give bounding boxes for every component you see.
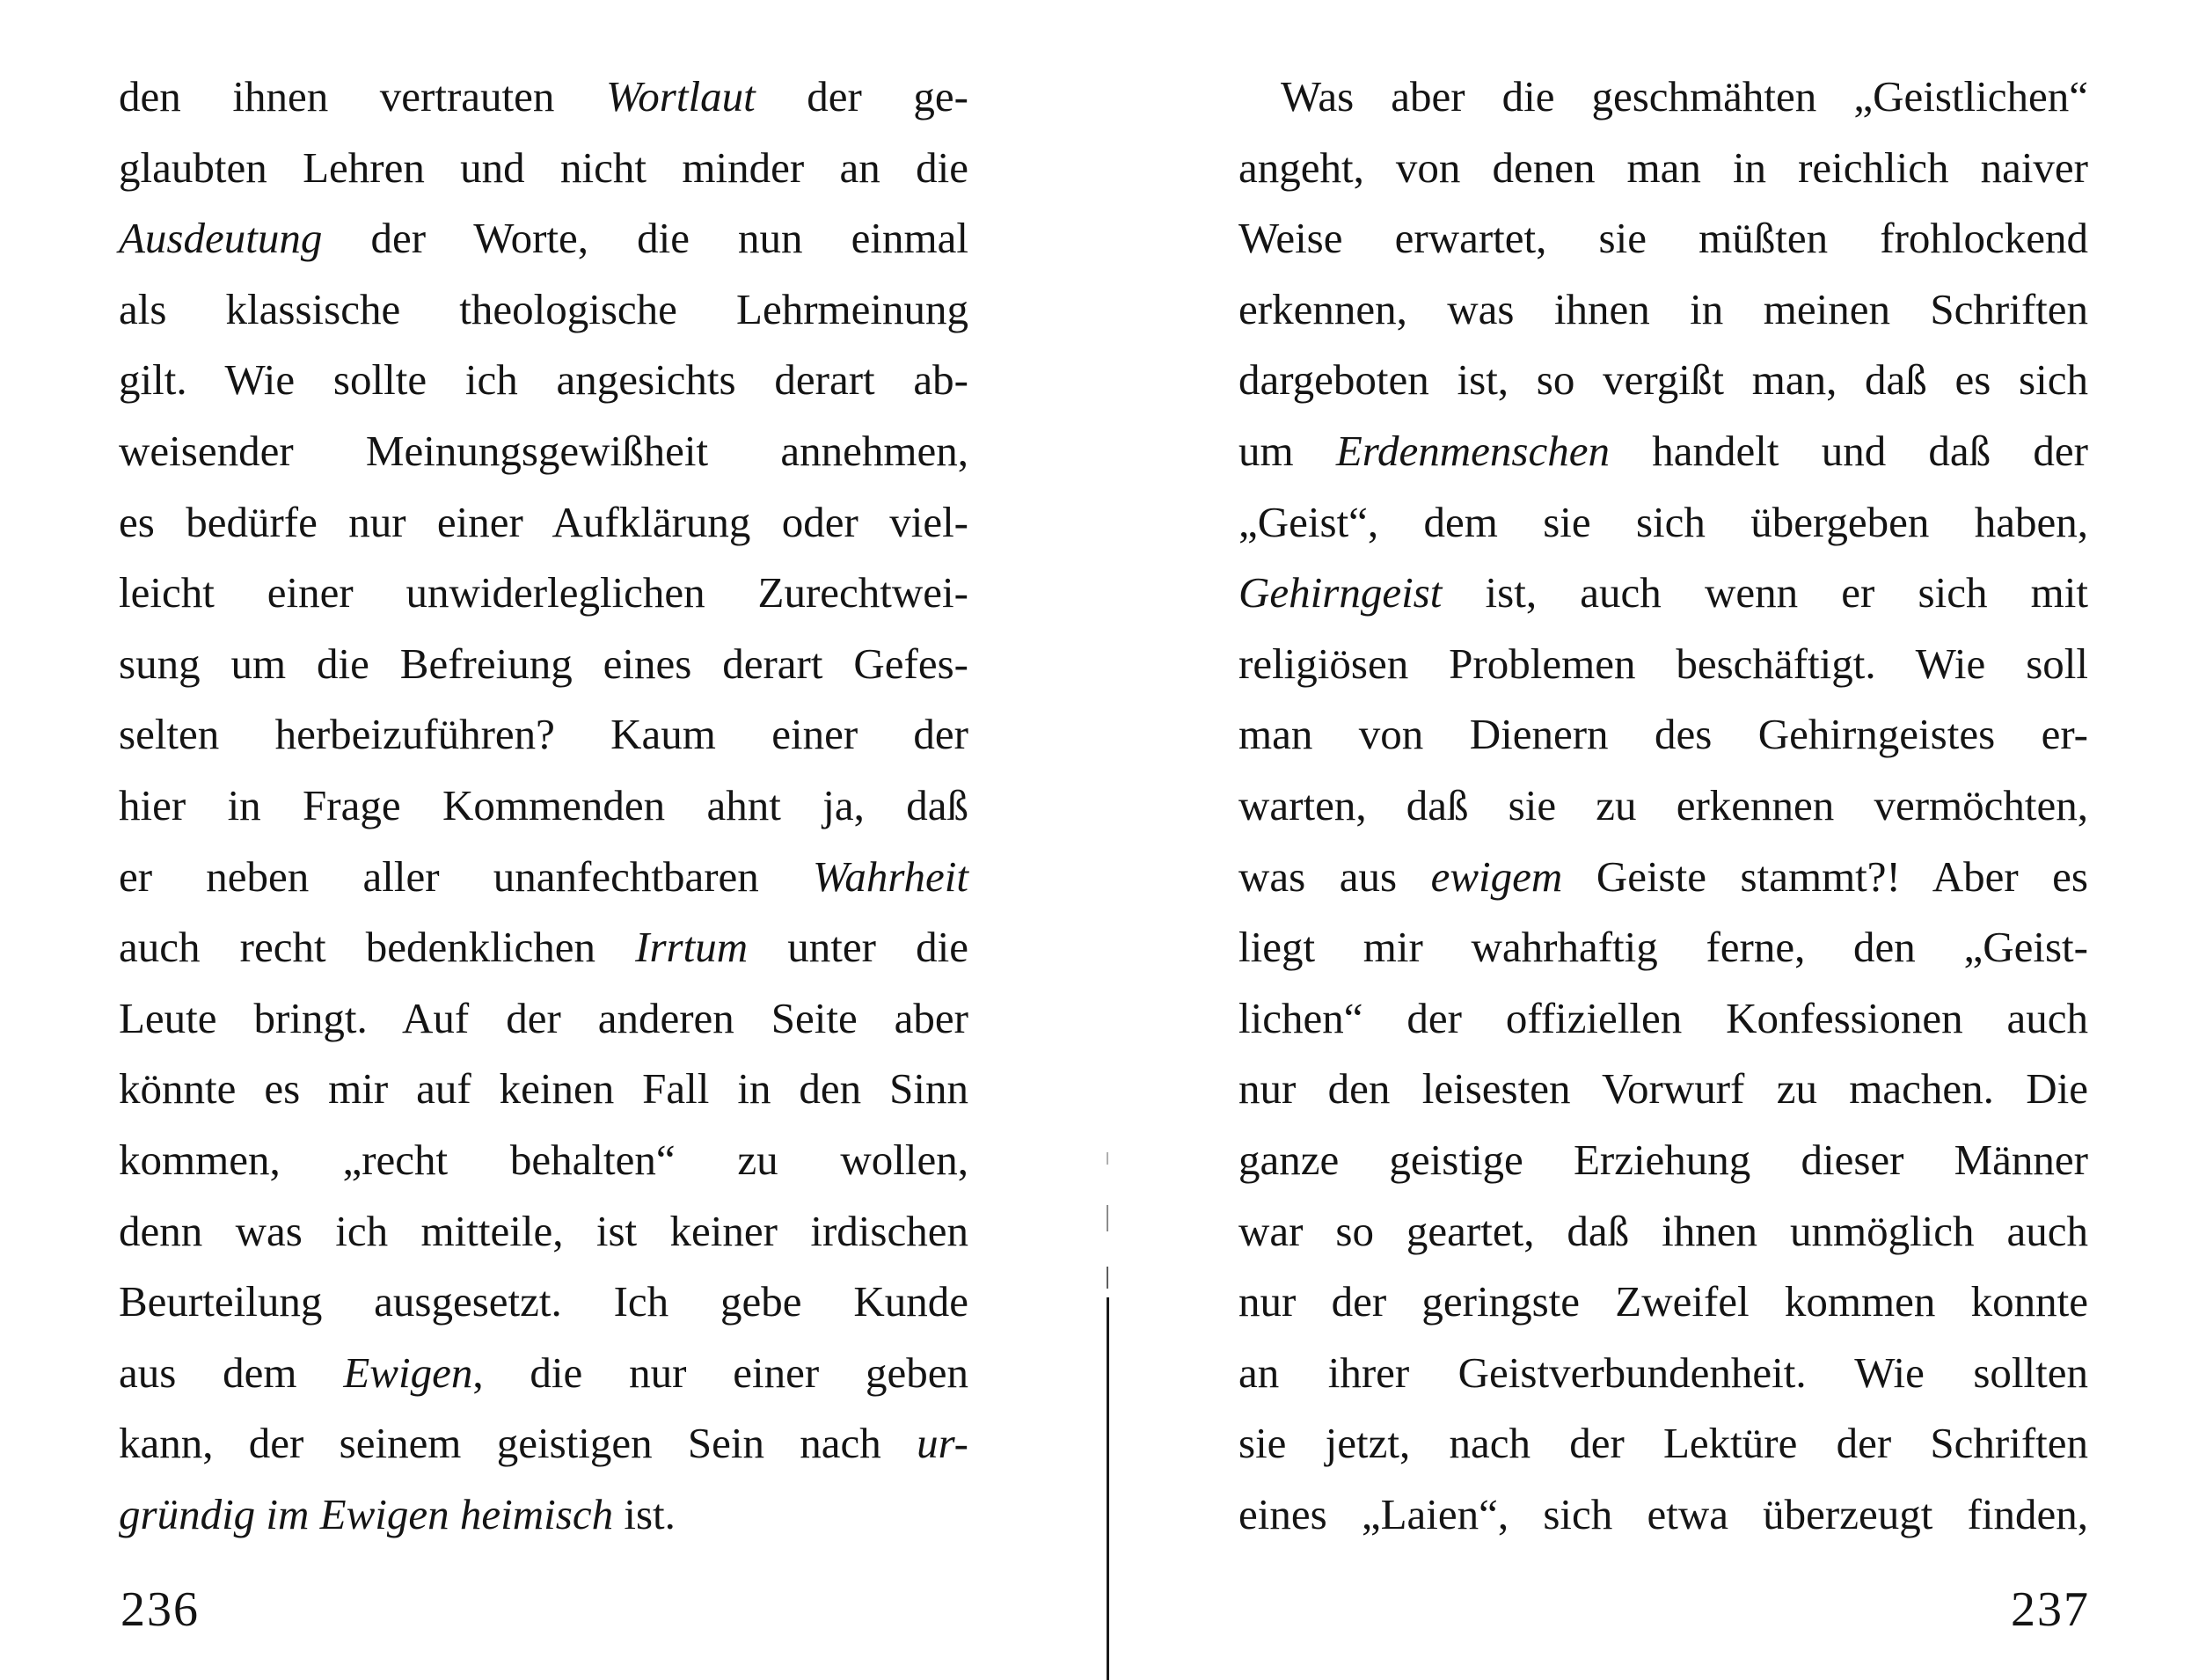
text-line <box>119 416 968 487</box>
text-run: hier in Frage Kommenden ahnt ja, daß <box>119 780 968 829</box>
text-line <box>119 1125 968 1196</box>
text-line <box>119 699 968 771</box>
text-run: an ihrer Geistverbundenheit. Wie sollten <box>1238 1348 2088 1397</box>
text-run: er neben aller unanfechtbaren <box>119 851 814 901</box>
text-run: eines „Laien“, sich etwa überzeugt finden, <box>1238 1489 2088 1538</box>
italic-phrase: Wortlaut <box>605 72 756 121</box>
text-run: unter die <box>748 923 968 972</box>
right-page <box>1100 0 2199 1680</box>
text-line <box>1238 558 2088 629</box>
left-page-text <box>119 62 968 1550</box>
text-line <box>119 1267 968 1338</box>
text-run: sung um die Befreiung eines derart Gefes- <box>119 639 968 688</box>
text-run: liegt mir wahrhaftig ferne, den „Geist- <box>1238 923 2088 972</box>
text-line <box>1238 416 2088 487</box>
text-run: Beurteilung ausgesetzt. Ich gebe Kunde <box>119 1277 968 1326</box>
text-run: denn was ich mitteile, ist keiner irdischen <box>119 1206 968 1255</box>
left-page-number: 236 <box>121 1582 200 1637</box>
text-run: es bedürfe nur einer Aufklärung oder viel- <box>119 497 968 546</box>
text-line <box>119 983 968 1055</box>
text-run: religiösen Problemen beschäftigt. Wie soll <box>1238 639 2088 688</box>
text-line <box>1238 62 2088 133</box>
text-line <box>119 345 968 416</box>
text-run: ganze geistige Erziehung dieser Männer <box>1238 1135 2088 1184</box>
text-run: Weise erwartet, sie müßten frohlockend <box>1238 214 2088 263</box>
text-line <box>1238 1125 2088 1196</box>
text-run: ist, auch wenn er sich mit <box>1442 568 2088 617</box>
right-page-number: 237 <box>2011 1582 2090 1637</box>
italic-phrase: Gehirngeist <box>1238 568 1443 617</box>
text-line <box>119 1408 968 1479</box>
text-line <box>1238 203 2088 274</box>
text-line <box>119 133 968 204</box>
text-run: Was aber die geschmähten „Geistlichen“ <box>1281 72 2088 121</box>
text-line <box>1238 1267 2088 1338</box>
text-run: selten herbeizuführen? Kaum einer der <box>119 710 968 759</box>
text-run: der Worte, die nun einmal <box>322 214 968 263</box>
text-line <box>119 1054 968 1125</box>
text-run: gilt. Wie sollte ich angesichts derart ab- <box>119 355 968 405</box>
italic-phrase: Ausdeutung <box>119 214 323 263</box>
text-line <box>119 487 968 559</box>
italic-phrase: Erdenmenschen <box>1335 426 1610 475</box>
text-run: erkennen, was ihnen in meinen Schriften <box>1238 284 2088 333</box>
text-line <box>119 912 968 983</box>
text-line <box>1238 1479 2088 1551</box>
text-line <box>1238 912 2088 983</box>
text-run: sie jetzt, nach der Lektüre der Schriften <box>1238 1419 2088 1468</box>
text-line <box>119 1196 968 1267</box>
text-run: , die nur einer geben <box>472 1348 968 1397</box>
text-run: der ge- <box>755 72 968 121</box>
italic-phrase: Ewigen <box>343 1348 473 1397</box>
italic-phrase: ewigem <box>1430 851 1563 901</box>
italic-phrase: gründig im Ewigen heimisch <box>119 1489 614 1538</box>
text-run: nur den leisesten Vorwurf zu machen. Die <box>1238 1064 2088 1114</box>
text-run: nur der geringste Zweifel kommen konnte <box>1238 1277 2088 1326</box>
text-run: Geiste stammt?! Aber es <box>1562 851 2088 901</box>
text-run: lichen“ der offiziellen Konfessionen auch <box>1238 993 2088 1042</box>
italic-phrase: Wahrheit <box>813 851 968 901</box>
text-line <box>1238 274 2088 346</box>
text-run: dargeboten ist, so vergißt man, daß es sich <box>1238 355 2088 405</box>
text-line <box>119 62 968 133</box>
text-line <box>119 1338 968 1409</box>
text-line <box>1238 771 2088 842</box>
italic-phrase: Irrtum <box>635 923 749 972</box>
text-run: war so geartet, daß ihnen unmöglich auch <box>1238 1206 2088 1255</box>
text-run: Leute bringt. Auf der anderen Seite aber <box>119 993 968 1042</box>
text-line <box>119 771 968 842</box>
text-run: glaubten Lehren und nicht minder an die <box>119 142 968 192</box>
text-run: kann, der seinem geistigen Sein nach <box>119 1419 917 1468</box>
text-line <box>119 1479 968 1551</box>
text-run: warten, daß sie zu erkennen vermöchten, <box>1238 780 2088 829</box>
text-run: leicht einer unwiderleglichen Zurechtwei- <box>119 568 968 617</box>
text-run: was aus <box>1238 851 1431 901</box>
text-run: handelt und daß der <box>1610 426 2088 475</box>
text-line <box>1238 699 2088 771</box>
text-run: könnte es mir auf keinen Fall in den Sinn <box>119 1064 968 1114</box>
text-line <box>119 203 968 274</box>
italic-phrase: ur- <box>917 1419 968 1468</box>
text-run: auch recht bedenklichen <box>119 923 636 972</box>
text-run: aus dem <box>119 1348 344 1397</box>
text-line <box>1238 345 2088 416</box>
right-page-text <box>1238 62 2088 1550</box>
text-line <box>1238 842 2088 913</box>
text-line <box>119 558 968 629</box>
text-line <box>1238 1054 2088 1125</box>
text-line <box>1238 983 2088 1055</box>
text-run: angeht, von denen man in reichlich naiver <box>1238 142 2088 192</box>
text-line <box>119 629 968 700</box>
text-line <box>1238 487 2088 559</box>
text-line <box>1238 1408 2088 1479</box>
text-run: den ihnen vertrauten <box>119 72 606 121</box>
text-run: ist. <box>613 1489 676 1538</box>
text-run: um <box>1238 426 1336 475</box>
text-line <box>1238 1196 2088 1267</box>
text-run: man von Dienern des Gehirngeistes er- <box>1238 710 2088 759</box>
text-line <box>1238 1338 2088 1409</box>
text-run: als klassische theologische Lehrmeinung <box>119 284 968 333</box>
text-line <box>119 274 968 346</box>
text-run: „Geist“, dem sie sich übergeben haben, <box>1238 497 2088 546</box>
text-line <box>1238 629 2088 700</box>
text-run: kommen, „recht behalten“ zu wollen, <box>119 1135 968 1184</box>
text-line <box>1238 133 2088 204</box>
text-run: weisender Meinungsgewißheit annehmen, <box>119 426 968 475</box>
text-line <box>119 842 968 913</box>
